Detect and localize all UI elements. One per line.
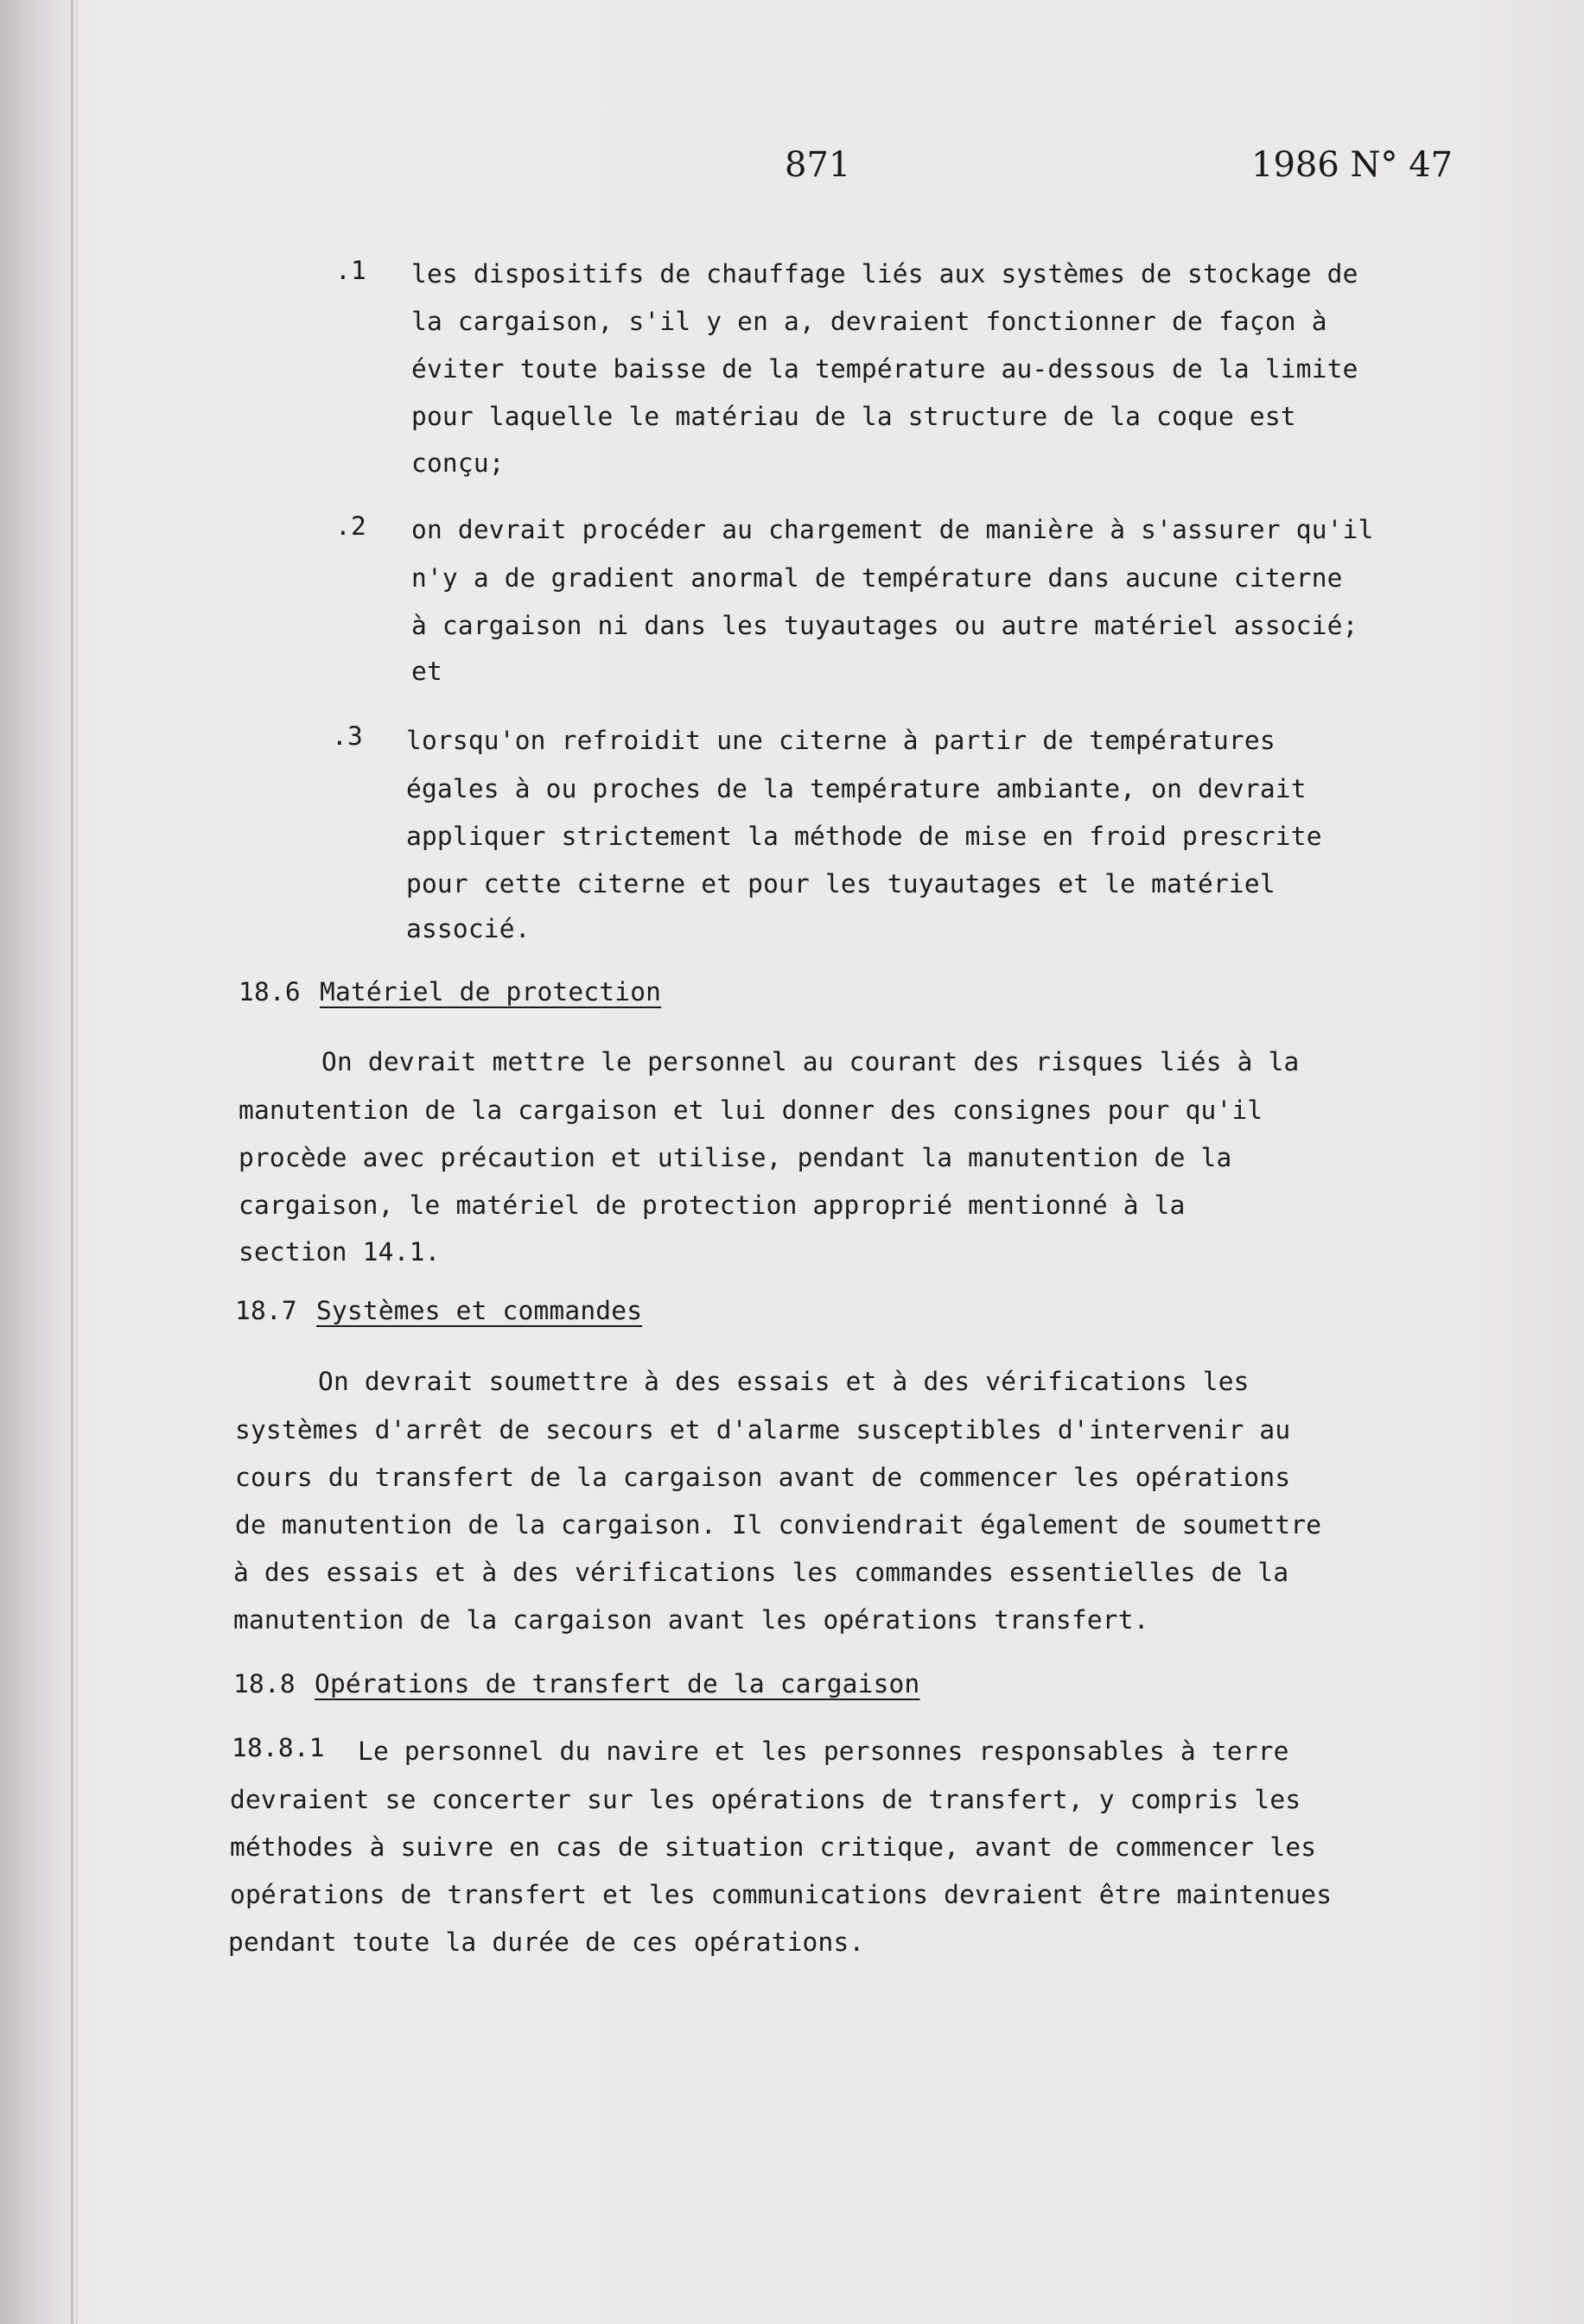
item-line: appliquer strictement la méthode de mise en froid prescrite (406, 822, 1322, 851)
item-line: conçu; (411, 448, 505, 478)
paragraph-line: cours du transfert de la cargaison avant de commencer les opérations (235, 1463, 1291, 1492)
paragraph-line: systèmes d'arrêt de secours et d'alarme susceptibles d'intervenir au (235, 1415, 1291, 1445)
item-line: on devrait procéder au chargement de manière à s'assurer qu'il (411, 515, 1374, 544)
paragraph-line: manutention de la cargaison et lui donner des consignes pour qu'il (239, 1095, 1263, 1125)
item-line: à cargaison ni dans les tuyautages ou autre matériel associé; (411, 611, 1358, 640)
item-line: égales à ou proches de la température ambiante, on devrait (406, 774, 1307, 803)
binding-line (71, 0, 73, 2324)
item-line: lorsqu'on refroidit une citerne à partir de températures (406, 726, 1275, 755)
subsection-number: 18.8.1 (232, 1733, 325, 1762)
item-number: .2 (335, 511, 366, 541)
paragraph-line: pendant toute la durée de ces opérations. (228, 1927, 865, 1957)
binding-line (76, 0, 78, 2324)
item-number: .1 (335, 256, 366, 285)
paragraph-line: Le personnel du navire et les personnes responsables à terre (358, 1737, 1289, 1766)
item-line: et (411, 657, 442, 686)
paragraph-line: manutention de la cargaison avant les opérations transfert. (233, 1605, 1149, 1635)
binding-shadow (0, 0, 78, 2324)
item-line: pour cette citerne et pour les tuyautages et le matériel (406, 869, 1275, 898)
paragraph-line: devraient se concerter sur les opérations de transfert, y compris les (230, 1785, 1301, 1814)
item-line: n'y a de gradient anormal de température dans aucune citerne (411, 563, 1343, 593)
paragraph-line: de manutention de la cargaison. Il conviendrait également de soumettre (235, 1510, 1322, 1540)
item-line: associé. (406, 914, 531, 943)
paragraph-line: méthodes à suivre en cas de situation critique, avant de commencer les (230, 1832, 1317, 1862)
paragraph-line: section 14.1. (239, 1237, 441, 1267)
paragraph-line: On devrait mettre le personnel au courant des risques liés à la (321, 1047, 1300, 1076)
item-number: .3 (332, 721, 363, 751)
section-number: 18.6 (239, 977, 301, 1006)
paragraph-line: opérations de transfert et les communications devraient être maintenues (230, 1880, 1333, 1909)
paragraph-line: procède avec précaution et utilise, pendant la manutention de la (239, 1143, 1232, 1172)
section-title: Systèmes et commandes (316, 1296, 643, 1325)
item-line: éviter toute baisse de la température au-dessous de la limite (411, 354, 1358, 384)
paragraph-line: à des essais et à des vérifications les commandes essentielles de la (233, 1558, 1289, 1587)
page-number: 871 (785, 145, 851, 185)
item-line: pour laquelle le matériau de la structure de la coque est (411, 402, 1296, 431)
section-number: 18.7 (235, 1296, 297, 1325)
paragraph-line: cargaison, le matériel de protection approprié mentionné à la (239, 1191, 1186, 1220)
paragraph-line: On devrait soumettre à des essais et à des vérifications les (318, 1367, 1250, 1396)
section-title: Opérations de transfert de la cargaison (315, 1669, 920, 1699)
item-line: la cargaison, s'il y en a, devraient fonctionner de façon à (411, 307, 1327, 336)
section-number: 18.8 (233, 1669, 296, 1699)
item-line: les dispositifs de chauffage liés aux systèmes de stockage de (411, 259, 1358, 289)
document-reference: 1986 N° 47 (1251, 145, 1454, 185)
section-title: Matériel de protection (320, 977, 662, 1006)
